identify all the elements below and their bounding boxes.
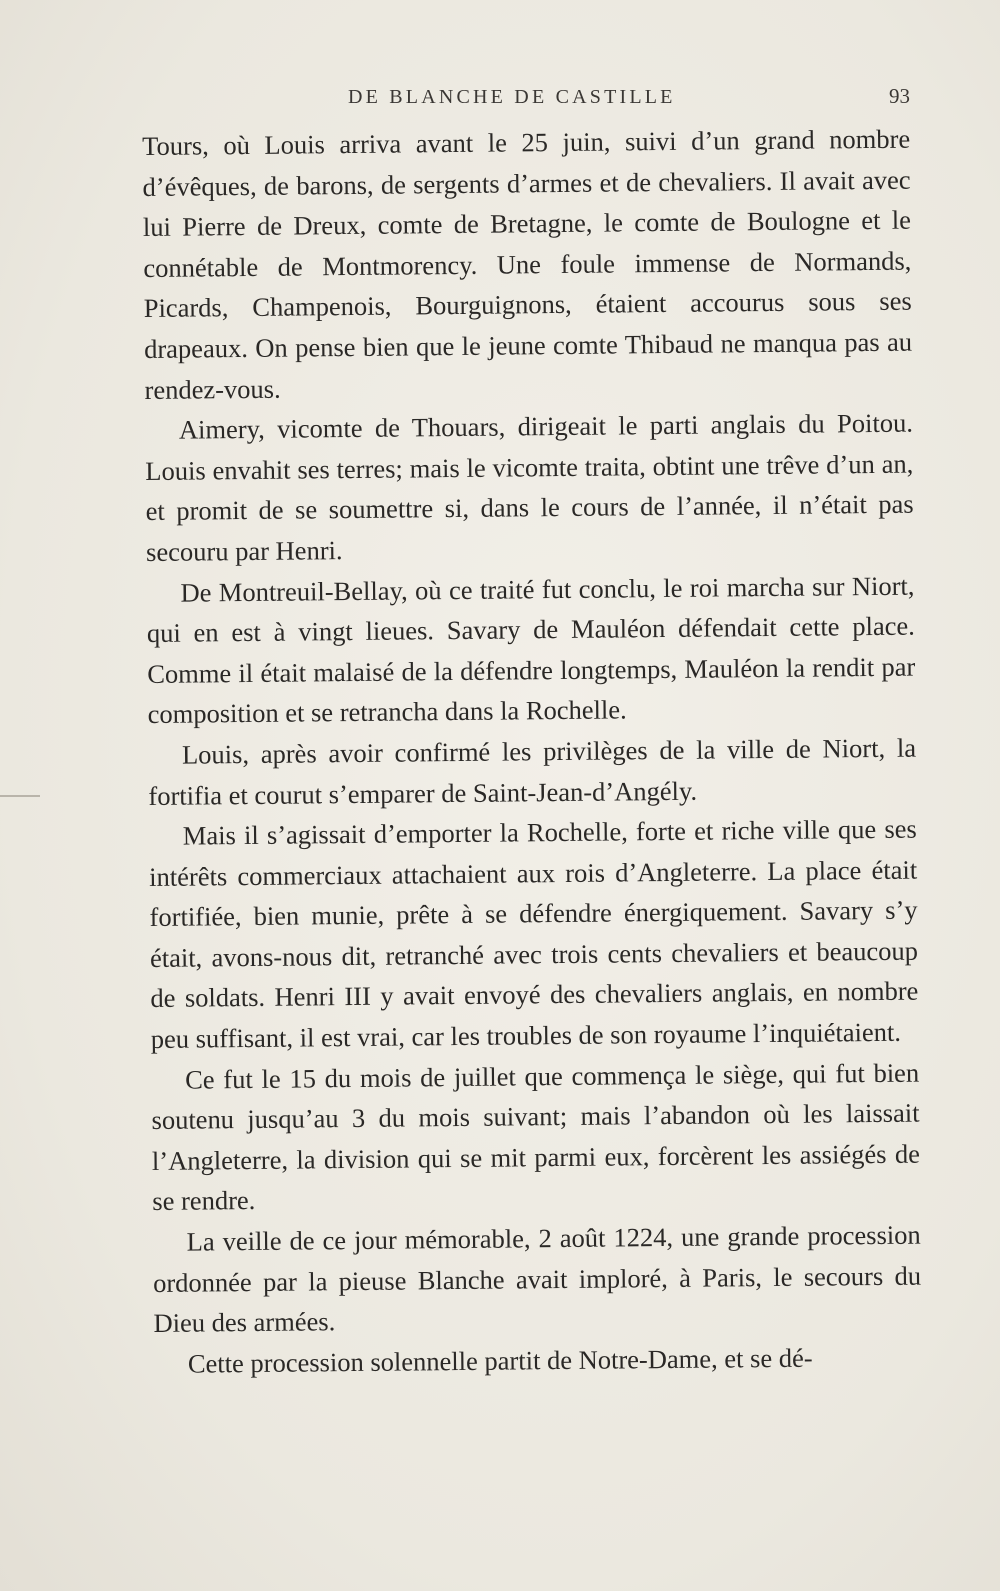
running-head: [138, 86, 910, 116]
paragraph: Ce fut le 15 du mois de juillet que commença le siège, qui fut bien soutenu jusqu’au 3 du mois suivant; mais l’abandon où les laissait l’Angleterre, la division qui se mit parmi eux, forcèrent les assiégés de se rendre.: [151, 1057, 921, 1217]
body-text: [142, 119, 922, 1385]
paragraph: Louis, après avoir confirmé les privilèges de la ville de Niort, la fortifia et courut s’emparer de Saint-Jean-d’Angély.: [148, 732, 917, 811]
paragraph: Aimery, vicomte de Thouars, dirigeait le parti anglais du Poitou. Louis envahit ses terres; mais le vicomte traita, obtint une trêve d’un an, et promit de se soumettre si, dans le cours de l’année, il n’était pas secouru par Henri.: [145, 407, 914, 567]
running-title: DE BLANCHE DE CASTILLE: [348, 86, 676, 108]
paragraph: De Montreuil-Bellay, où ce traité fut conclu, le roi marcha sur Niort, qui en est à vingt lieues. Savary de Mauléon défendait cette place. Comme il était malaisé de la défendre longtemps, Mauléon la rendit par composition et se retrancha dans la Rochelle.: [146, 570, 916, 730]
page-number: 93: [889, 84, 910, 108]
paragraph: La veille de ce jour mémorable, 2 août 1224, une grande procession ordonnée par la pieuse Blanche avait imploré, à Paris, le secours du Dieu des armées.: [152, 1219, 922, 1339]
paragraph: Cette procession solennelle partit de Notre-Dame, et se dé-: [187, 1342, 813, 1379]
paragraph: Tours, où Louis arriva avant le 25 juin, suivi d’un grand nombre d’évêques, de barons, de sergents d’armes et de chevaliers. Il avait avec lui Pierre de Dreux, comte de Bretagne, le comte de Boulogne et le connétable de Montmorency. Une foule immense de Normands, Picards, Champenois, Bourguignons, étaient accourus sous ses drapeaux. On pense bien que le jeune comte Thibaud ne manqua pas au rendez-vous.: [142, 123, 913, 405]
paragraph: Mais il s’agissait d’emporter la Rochelle, forte et riche ville que ses intérêts commerciaux attachaient aux rois d’Angleterre. La place était fortifiée, bien munie, prête à se défendre énergiquement. Savary s’y était, avons-nous dit, retranché avec trois cents chevaliers et beaucoup de soldats. Henri III y avait envoyé des chevaliers anglais, en nombre peu suffisant, il est vrai, car les troubles de son royaume l’inquiétaient.: [149, 813, 919, 1055]
margin-mark: [0, 795, 40, 797]
